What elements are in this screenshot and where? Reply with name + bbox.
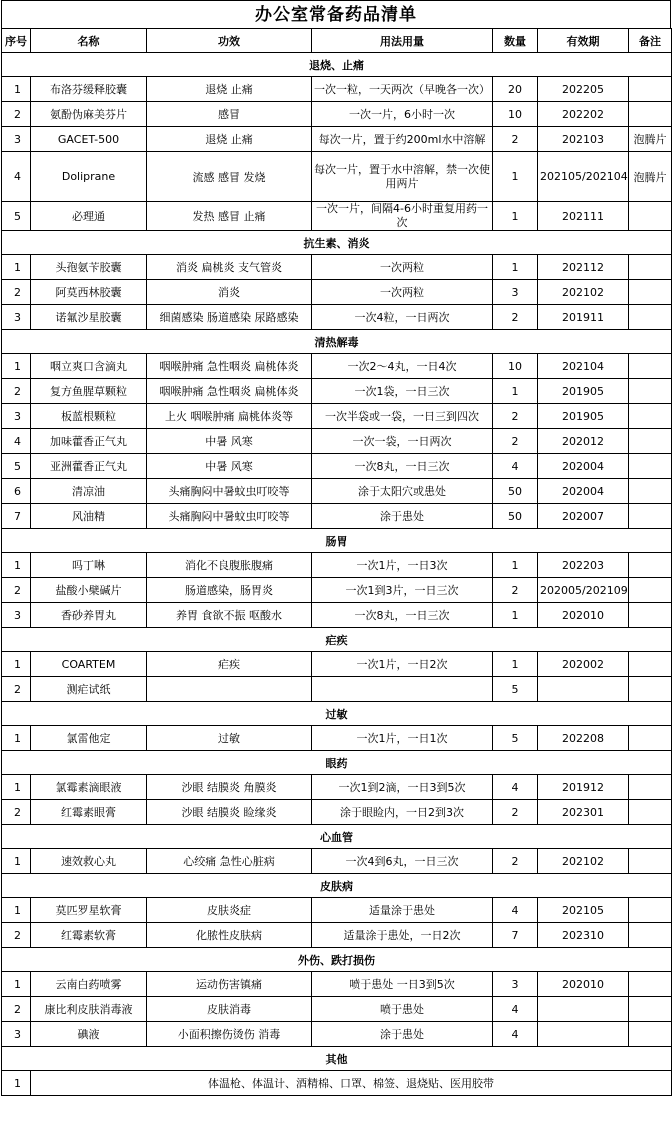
cell-note <box>629 775 672 800</box>
cell-note: 泡腾片 <box>629 152 672 202</box>
cell-qty: 2 <box>493 849 538 874</box>
cell-effect: 疟疾 <box>147 652 312 677</box>
cell-effect: 运动伤害镇痛 <box>147 972 312 997</box>
cell-no: 1 <box>2 726 31 751</box>
cell-usage: 涂于太阳穴或患处 <box>312 479 493 504</box>
cell-expiry: 201911 <box>538 305 629 330</box>
cell-name: 阿莫西林胶囊 <box>31 280 147 305</box>
table-row <box>2 553 672 578</box>
cell-no: 2 <box>2 379 31 404</box>
cell-note <box>629 429 672 454</box>
table-row <box>2 726 672 751</box>
cell-effect: 流感 感冒 发烧 <box>147 152 312 202</box>
cell-effect: 肠道感染，肠胃炎 <box>147 578 312 603</box>
cell-usage: 一次8丸，一日三次 <box>312 603 493 628</box>
cell-expiry: 202002 <box>538 652 629 677</box>
cell-effect: 皮肤消毒 <box>147 997 312 1022</box>
table-row <box>2 404 672 429</box>
cell-note <box>629 1022 672 1047</box>
cell-no: 1 <box>2 775 31 800</box>
cell-name: 红霉素眼膏 <box>31 800 147 825</box>
cell-effect: 养胃 食欲不振 呕酸水 <box>147 603 312 628</box>
table-row <box>2 429 672 454</box>
category-label: 眼药 <box>2 751 672 775</box>
cell-name: GACET-500 <box>31 127 147 152</box>
cell-usage: 一次2～4丸，一日4次 <box>312 354 493 379</box>
cell-usage: 涂于患处 <box>312 1022 493 1047</box>
cell-no: 4 <box>2 429 31 454</box>
cell-note <box>629 504 672 529</box>
table-row <box>2 972 672 997</box>
cell-qty: 50 <box>493 504 538 529</box>
cell-note <box>629 898 672 923</box>
cell-note <box>629 849 672 874</box>
category-label: 疟疾 <box>2 628 672 652</box>
cell-name: 加味藿香正气丸 <box>31 429 147 454</box>
cell-effect: 沙眼 结膜炎 角膜炎 <box>147 775 312 800</box>
header-note: 备注 <box>629 29 672 53</box>
cell-expiry: 202104 <box>538 354 629 379</box>
cell-usage: 每次一片，置于水中溶解，禁一次使用两片 <box>312 152 493 202</box>
table-row <box>2 77 672 102</box>
cell-expiry: 202102 <box>538 849 629 874</box>
table-row <box>2 479 672 504</box>
cell-name: 头孢氨苄胶囊 <box>31 255 147 280</box>
cell-name: Doliprane <box>31 152 147 202</box>
category-row <box>2 529 672 553</box>
cell-note <box>629 305 672 330</box>
table-row <box>2 379 672 404</box>
cell-no: 3 <box>2 127 31 152</box>
cell-expiry <box>538 997 629 1022</box>
cell-no: 1 <box>2 1071 31 1096</box>
cell-expiry: 202208 <box>538 726 629 751</box>
cell-usage: 一次一粒，一天两次（早晚各一次） <box>312 77 493 102</box>
cell-effect: 心绞痛 急性心脏病 <box>147 849 312 874</box>
table-row <box>2 202 672 231</box>
cell-note <box>629 603 672 628</box>
cell-qty: 2 <box>493 429 538 454</box>
table-row <box>2 454 672 479</box>
category-label: 过敏 <box>2 702 672 726</box>
cell-qty: 2 <box>493 800 538 825</box>
cell-no: 2 <box>2 923 31 948</box>
cell-note <box>629 379 672 404</box>
cell-name: 氨酚伪麻美芬片 <box>31 102 147 127</box>
cell-name: 风油精 <box>31 504 147 529</box>
cell-no: 7 <box>2 504 31 529</box>
cell-expiry: 202310 <box>538 923 629 948</box>
cell-qty: 1 <box>493 152 538 202</box>
cell-qty: 1 <box>493 379 538 404</box>
cell-expiry <box>538 1022 629 1047</box>
cell-qty: 2 <box>493 578 538 603</box>
table-row <box>2 800 672 825</box>
cell-note <box>629 578 672 603</box>
cell-qty: 5 <box>493 726 538 751</box>
cell-expiry: 202103 <box>538 127 629 152</box>
table-row <box>2 152 672 202</box>
cell-effect: 上火 咽喉肿痛 扁桃体炎等 <box>147 404 312 429</box>
cell-no: 1 <box>2 898 31 923</box>
cell-expiry: 202105/202104 <box>538 152 629 202</box>
cell-usage <box>312 677 493 702</box>
category-row <box>2 330 672 354</box>
cell-expiry: 202112 <box>538 255 629 280</box>
cell-effect: 发热 感冒 止痛 <box>147 202 312 231</box>
cell-usage: 喷于患处 一日3到5次 <box>312 972 493 997</box>
cell-usage: 一次8丸，一日三次 <box>312 454 493 479</box>
cell-expiry: 202202 <box>538 102 629 127</box>
cell-name: 速效救心丸 <box>31 849 147 874</box>
cell-qty: 1 <box>493 603 538 628</box>
cell-usage: 适量涂于患处，一日2次 <box>312 923 493 948</box>
category-row <box>2 874 672 898</box>
cell-no: 2 <box>2 677 31 702</box>
cell-qty: 2 <box>493 127 538 152</box>
cell-effect: 细菌感染 肠道感染 尿路感染 <box>147 305 312 330</box>
category-label: 抗生素、消炎 <box>2 231 672 255</box>
cell-qty: 4 <box>493 997 538 1022</box>
category-row <box>2 1047 672 1071</box>
cell-effect: 中暑 风寒 <box>147 454 312 479</box>
cell-effect: 咽喉肿痛 急性咽炎 扁桃体炎 <box>147 379 312 404</box>
cell-no: 5 <box>2 202 31 231</box>
table-row <box>2 849 672 874</box>
cell-note <box>629 972 672 997</box>
cell-usage: 每次一片，置于约200ml水中溶解 <box>312 127 493 152</box>
cell-note <box>629 404 672 429</box>
cell-name: 吗丁啉 <box>31 553 147 578</box>
cell-note <box>629 677 672 702</box>
table-row <box>2 923 672 948</box>
cell-note <box>629 454 672 479</box>
cell-no: 1 <box>2 972 31 997</box>
cell-name: 测疟试纸 <box>31 677 147 702</box>
cell-qty: 4 <box>493 775 538 800</box>
cell-effect: 头痛胸闷中暑蚊虫叮咬等 <box>147 479 312 504</box>
cell-name: COARTEM <box>31 652 147 677</box>
table-row <box>2 775 672 800</box>
cell-usage: 一次1片，一日1次 <box>312 726 493 751</box>
category-row <box>2 231 672 255</box>
category-row <box>2 948 672 972</box>
cell-expiry: 202203 <box>538 553 629 578</box>
cell-qty: 3 <box>493 972 538 997</box>
cell-name: 咽立爽口含滴丸 <box>31 354 147 379</box>
table-row <box>2 677 672 702</box>
cell-qty: 10 <box>493 102 538 127</box>
cell-expiry: 202111 <box>538 202 629 231</box>
cell-qty: 3 <box>493 280 538 305</box>
table-row <box>2 127 672 152</box>
cell-effect: 退烧 止痛 <box>147 77 312 102</box>
cell-effect: 消化不良腹胀腹痛 <box>147 553 312 578</box>
table-row <box>2 578 672 603</box>
header-row <box>2 29 672 53</box>
cell-usage: 一次1片，一日3次 <box>312 553 493 578</box>
cell-usage: 一次1片，一日2次 <box>312 652 493 677</box>
cell-no: 1 <box>2 553 31 578</box>
category-row <box>2 628 672 652</box>
cell-no: 1 <box>2 849 31 874</box>
cell-expiry: 202301 <box>538 800 629 825</box>
cell-name: 红霉素软膏 <box>31 923 147 948</box>
cell-usage: 喷于患处 <box>312 997 493 1022</box>
cell-effect: 化脓性皮肤病 <box>147 923 312 948</box>
cell-usage: 一次4粒，一日两次 <box>312 305 493 330</box>
cell-expiry: 201905 <box>538 404 629 429</box>
medicine-sheet <box>1 0 671 1096</box>
cell-name: 亚洲藿香正气丸 <box>31 454 147 479</box>
cell-no: 3 <box>2 603 31 628</box>
cell-effect: 沙眼 结膜炎 睑缘炎 <box>147 800 312 825</box>
cell-note <box>629 652 672 677</box>
cell-name: 复方鱼腥草颗粒 <box>31 379 147 404</box>
cell-name: 云南白药喷雾 <box>31 972 147 997</box>
cell-no: 3 <box>2 404 31 429</box>
cell-name: 诺氟沙星胶囊 <box>31 305 147 330</box>
cell-usage: 涂于眼睑内，一日2到3次 <box>312 800 493 825</box>
cell-usage: 一次半袋或一袋，一日三到四次 <box>312 404 493 429</box>
cell-other-text: 体温枪、体温计、酒精棉、口罩、棉签、退烧贴、医用胶带 <box>31 1071 672 1096</box>
cell-note <box>629 726 672 751</box>
cell-name: 氯雷他定 <box>31 726 147 751</box>
sheet-title: 办公室常备药品清单 <box>1 0 671 28</box>
category-label: 其他 <box>2 1047 672 1071</box>
table-row <box>2 1022 672 1047</box>
header-name: 名称 <box>31 29 147 53</box>
cell-name: 板蓝根颗粒 <box>31 404 147 429</box>
cell-no: 2 <box>2 800 31 825</box>
cell-expiry: 202007 <box>538 504 629 529</box>
cell-expiry: 202105 <box>538 898 629 923</box>
table-row <box>2 255 672 280</box>
cell-no: 5 <box>2 454 31 479</box>
cell-name: 莫匹罗星软膏 <box>31 898 147 923</box>
cell-note <box>629 923 672 948</box>
cell-name: 氯霉素滴眼液 <box>31 775 147 800</box>
cell-note <box>629 354 672 379</box>
cell-no: 3 <box>2 305 31 330</box>
cell-effect: 过敏 <box>147 726 312 751</box>
table-row <box>2 354 672 379</box>
cell-qty: 7 <box>493 923 538 948</box>
table-row <box>2 305 672 330</box>
cell-qty: 4 <box>493 1022 538 1047</box>
category-label: 退烧、止痛 <box>2 53 672 77</box>
cell-effect: 头痛胸闷中暑蚊虫叮咬等 <box>147 504 312 529</box>
cell-name: 清凉油 <box>31 479 147 504</box>
table-body <box>2 53 672 1096</box>
cell-no: 1 <box>2 354 31 379</box>
cell-effect: 感冒 <box>147 102 312 127</box>
cell-note <box>629 997 672 1022</box>
table-row <box>2 102 672 127</box>
cell-expiry: 202010 <box>538 972 629 997</box>
cell-expiry: 202102 <box>538 280 629 305</box>
cell-qty: 1 <box>493 202 538 231</box>
cell-expiry: 202005/202109 <box>538 578 629 603</box>
cell-qty: 4 <box>493 454 538 479</box>
cell-name: 布洛芬缓释胶囊 <box>31 77 147 102</box>
header-expiry: 有效期 <box>538 29 629 53</box>
category-row <box>2 751 672 775</box>
cell-effect: 退烧 止痛 <box>147 127 312 152</box>
cell-effect: 小面积擦伤烫伤 消毒 <box>147 1022 312 1047</box>
cell-no: 2 <box>2 280 31 305</box>
header-qty: 数量 <box>493 29 538 53</box>
cell-no: 6 <box>2 479 31 504</box>
cell-name: 盐酸小檗碱片 <box>31 578 147 603</box>
cell-usage: 一次一片，6小时一次 <box>312 102 493 127</box>
table-row <box>2 504 672 529</box>
cell-name: 必理通 <box>31 202 147 231</box>
cell-note <box>629 77 672 102</box>
cell-no: 1 <box>2 77 31 102</box>
cell-usage: 一次1到2滴，一日3到5次 <box>312 775 493 800</box>
cell-expiry: 201905 <box>538 379 629 404</box>
cell-usage: 一次一片，间隔4-6小时重复用药一次 <box>312 202 493 231</box>
cell-expiry: 202004 <box>538 454 629 479</box>
cell-qty: 10 <box>493 354 538 379</box>
cell-no: 3 <box>2 1022 31 1047</box>
table-row <box>2 280 672 305</box>
category-label: 心血管 <box>2 825 672 849</box>
cell-effect <box>147 677 312 702</box>
cell-effect: 中暑 风寒 <box>147 429 312 454</box>
table-row <box>2 603 672 628</box>
cell-expiry: 201912 <box>538 775 629 800</box>
header-effect: 功效 <box>147 29 312 53</box>
header-usage: 用法用量 <box>312 29 493 53</box>
table-row <box>2 997 672 1022</box>
cell-note <box>629 553 672 578</box>
cell-qty: 2 <box>493 404 538 429</box>
category-row <box>2 825 672 849</box>
category-label: 皮肤病 <box>2 874 672 898</box>
cell-qty: 4 <box>493 898 538 923</box>
cell-usage: 一次两粒 <box>312 255 493 280</box>
medicine-table <box>1 28 672 1096</box>
cell-note <box>629 202 672 231</box>
cell-expiry: 202205 <box>538 77 629 102</box>
cell-note: 泡腾片 <box>629 127 672 152</box>
cell-usage: 涂于患处 <box>312 504 493 529</box>
cell-note <box>629 800 672 825</box>
cell-qty: 50 <box>493 479 538 504</box>
cell-usage: 一次1袋，一日三次 <box>312 379 493 404</box>
category-label: 外伤、跌打损伤 <box>2 948 672 972</box>
cell-effect: 消炎 <box>147 280 312 305</box>
cell-qty: 1 <box>493 255 538 280</box>
cell-qty: 1 <box>493 553 538 578</box>
cell-effect: 咽喉肿痛 急性咽炎 扁桃体炎 <box>147 354 312 379</box>
cell-expiry: 202004 <box>538 479 629 504</box>
cell-qty: 5 <box>493 677 538 702</box>
cell-usage: 一次4到6丸，一日三次 <box>312 849 493 874</box>
cell-usage: 一次一袋，一日两次 <box>312 429 493 454</box>
category-row <box>2 702 672 726</box>
cell-effect: 消炎 扁桃炎 支气管炎 <box>147 255 312 280</box>
cell-no: 2 <box>2 578 31 603</box>
cell-name: 香砂养胃丸 <box>31 603 147 628</box>
cell-qty: 20 <box>493 77 538 102</box>
cell-note <box>629 280 672 305</box>
cell-expiry <box>538 677 629 702</box>
table-row <box>2 652 672 677</box>
cell-expiry: 202010 <box>538 603 629 628</box>
cell-no: 2 <box>2 997 31 1022</box>
cell-usage: 一次1到3片，一日三次 <box>312 578 493 603</box>
cell-no: 2 <box>2 102 31 127</box>
table-row <box>2 898 672 923</box>
cell-note <box>629 255 672 280</box>
cell-expiry: 202012 <box>538 429 629 454</box>
cell-name: 康比利皮肤消毒液 <box>31 997 147 1022</box>
cell-usage: 适量涂于患处 <box>312 898 493 923</box>
header-no: 序号 <box>2 29 31 53</box>
cell-no: 1 <box>2 255 31 280</box>
cell-note <box>629 479 672 504</box>
cell-usage: 一次两粒 <box>312 280 493 305</box>
category-label: 清热解毒 <box>2 330 672 354</box>
cell-note <box>629 102 672 127</box>
cell-effect: 皮肤炎症 <box>147 898 312 923</box>
category-row <box>2 53 672 77</box>
cell-no: 4 <box>2 152 31 202</box>
cell-no: 1 <box>2 652 31 677</box>
cell-name: 碘液 <box>31 1022 147 1047</box>
category-label: 肠胃 <box>2 529 672 553</box>
table-row <box>2 1071 672 1096</box>
cell-qty: 1 <box>493 652 538 677</box>
cell-qty: 2 <box>493 305 538 330</box>
